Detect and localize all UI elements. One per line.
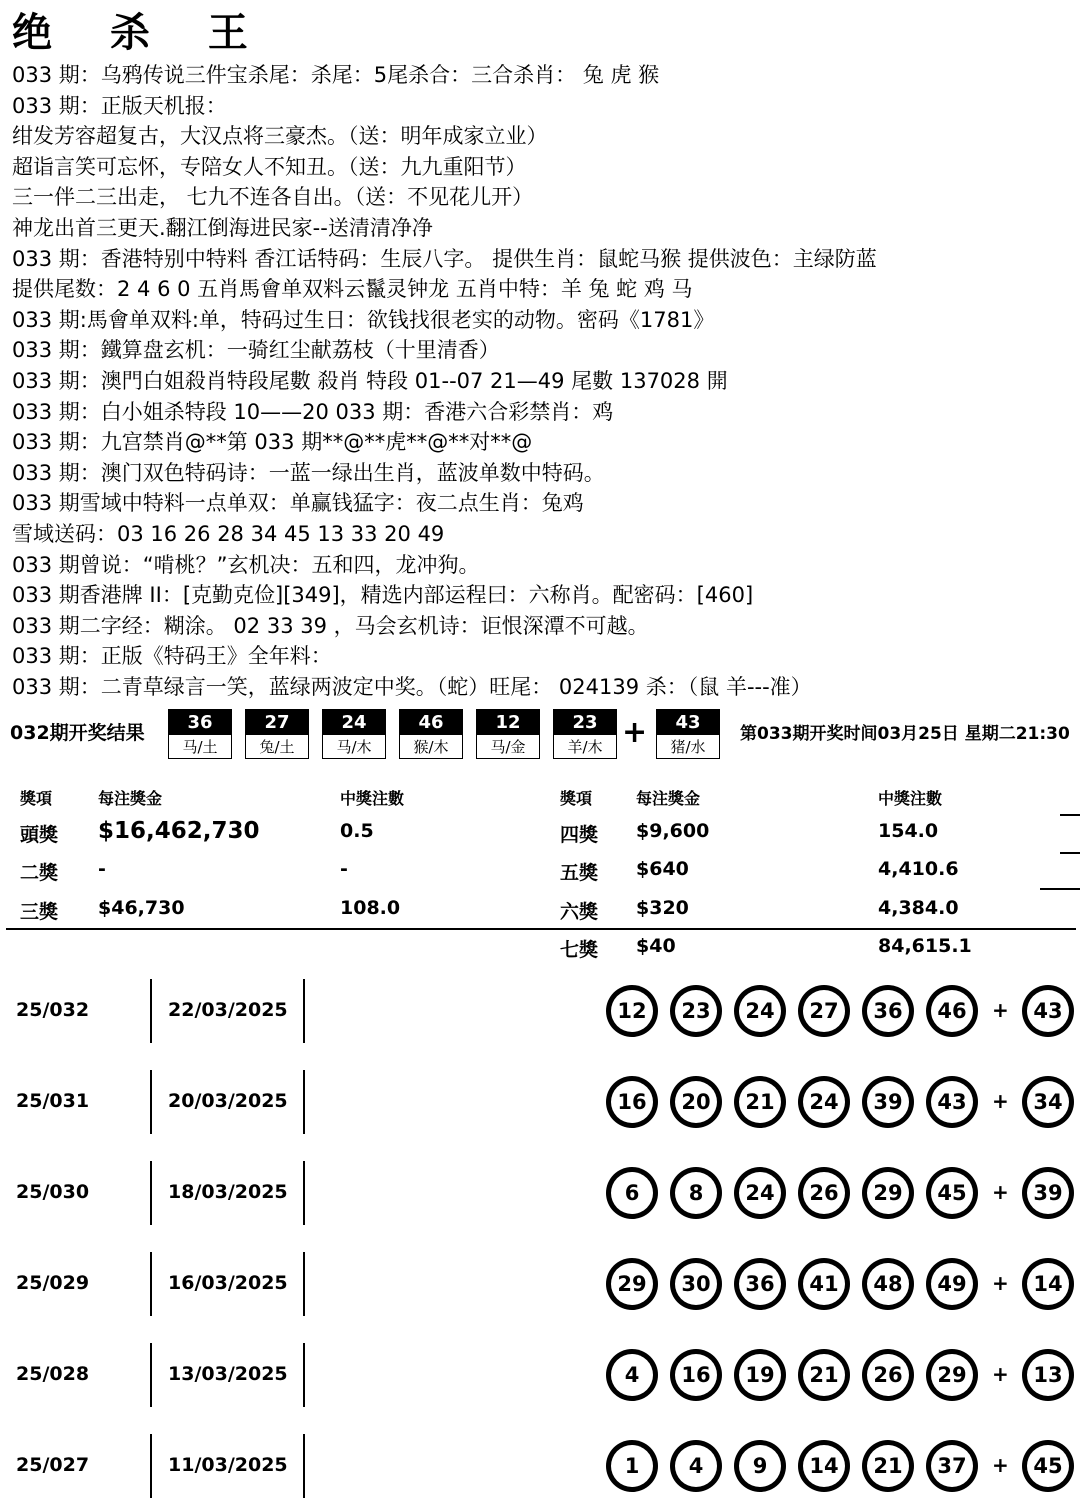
draw-ball: [734, 1349, 786, 1401]
column-divider: [150, 1343, 152, 1407]
draw-ball: [862, 1440, 914, 1492]
plus-sign: +: [992, 998, 1009, 1022]
result-ball: [168, 709, 232, 759]
draw-ball: [734, 1167, 786, 1219]
prediction-line: 033 期：白小姐杀特段 10——20 033 期：香港六合彩禁肖：鸡: [12, 399, 614, 424]
draw-number: 25/027: [16, 1454, 90, 1476]
draw-ball-number: 21: [803, 1354, 845, 1396]
draw-ball-number: 30: [675, 1263, 717, 1305]
ball-zodiac: 羊/木: [567, 738, 603, 756]
draw-ball-number: 16: [675, 1354, 717, 1396]
table-divider: [6, 928, 1076, 930]
draw-number: 25/029: [16, 1272, 90, 1294]
draw-ball: [734, 985, 786, 1037]
edge-tick: [1060, 852, 1080, 854]
special-ball: [656, 709, 720, 759]
draw-ball-number: 36: [867, 990, 909, 1032]
draw-ball: [798, 1440, 850, 1492]
prize-amount: $46,730: [98, 897, 185, 919]
header-count-right: 中獎注數: [878, 789, 943, 808]
draw-ball-number: 12: [611, 990, 653, 1032]
draw-number: 25/031: [16, 1090, 90, 1112]
column-divider: [303, 1070, 305, 1134]
draw-special-number: 39: [1027, 1172, 1069, 1214]
prize-amount: $16,462,730: [98, 818, 260, 844]
result-ball: [476, 709, 540, 759]
column-divider: [303, 1434, 305, 1498]
prediction-line: 超诣言笑可忘怀，专陪女人不知丑。（送：九九重阳节）: [12, 154, 527, 179]
draw-ball-number: 4: [675, 1445, 717, 1487]
prediction-line: 033 期：鐵算盘玄机：一骑红尘献荔枝（十里清香）: [12, 338, 500, 363]
draw-ball: [862, 1349, 914, 1401]
draw-ball-number: 16: [611, 1081, 653, 1123]
plus-sign: +: [992, 1362, 1009, 1386]
draw-ball: [798, 1167, 850, 1219]
draw-ball: [734, 1440, 786, 1492]
plus-sign: +: [992, 1180, 1009, 1204]
draw-special-ball: [1022, 1440, 1074, 1492]
ball-number: 43: [657, 710, 719, 735]
header-amount-right: 每注獎金: [636, 789, 701, 808]
edge-tick: [1060, 814, 1080, 816]
draw-ball: [734, 1258, 786, 1310]
ball-number: 24: [323, 710, 385, 735]
draw-ball-number: 26: [803, 1172, 845, 1214]
column-divider: [150, 1070, 152, 1134]
prize-amount: $320: [636, 897, 689, 919]
result-ball: [399, 709, 463, 759]
plus-sign: +: [992, 1453, 1009, 1477]
draw-date: 18/03/2025: [168, 1181, 288, 1203]
draw-date: 16/03/2025: [168, 1272, 288, 1294]
prediction-text-block: [12, 60, 1072, 702]
prediction-line: 033 期：香港特别中特料 香江话特码：生辰八字。 提供生肖：鼠蛇马猴 提供波色：主绿防蓝: [12, 246, 877, 271]
draw-ball-number: 26: [867, 1354, 909, 1396]
draw-row: [0, 965, 1080, 1055]
prediction-line: 033 期：澳门双色特码诗：一蓝一绿出生肖，蓝波单数中特码。: [12, 460, 605, 485]
ball-zodiac: 兔/土: [259, 738, 295, 756]
draw-ball: [862, 1076, 914, 1128]
draw-ball: [670, 1349, 722, 1401]
result-ball: [553, 709, 617, 759]
draw-ball: [926, 1440, 978, 1492]
prediction-line: 033 期香港牌 II：[克勤克俭][349]，精选内部运程曰：六称肖。配密码：[460]: [12, 583, 754, 608]
draw-ball-number: 8: [675, 1172, 717, 1214]
draw-date: 20/03/2025: [168, 1090, 288, 1112]
draw-ball-number: 23: [675, 990, 717, 1032]
draw-ball-number: 29: [867, 1172, 909, 1214]
draw-ball-number: 29: [611, 1263, 653, 1305]
ball-zodiac: 马/土: [182, 738, 218, 756]
draw-number: 25/032: [16, 999, 90, 1021]
draw-special-ball: [1022, 1076, 1074, 1128]
draw-ball-number: 39: [867, 1081, 909, 1123]
prediction-line: 雪域送码：03 16 26 28 34 45 13 33 20 49: [12, 521, 445, 546]
draw-ball-number: 37: [931, 1445, 973, 1487]
prediction-line: 033 期：九宫禁肖@**第 033 期**@**虎**@**对**@: [12, 430, 533, 455]
draw-ball-number: 43: [931, 1081, 973, 1123]
prize-count: 0.5: [340, 820, 374, 842]
draw-ball: [606, 985, 658, 1037]
draw-ball: [798, 1076, 850, 1128]
draw-special-number: 34: [1027, 1081, 1069, 1123]
draw-ball: [670, 1076, 722, 1128]
draw-ball: [606, 1349, 658, 1401]
ball-number: 46: [400, 710, 462, 735]
plus-sign: +: [622, 715, 648, 750]
result-ball: [322, 709, 386, 759]
draw-special-number: 43: [1027, 990, 1069, 1032]
prize-name: 七獎: [560, 939, 599, 961]
draw-ball-number: 29: [931, 1354, 973, 1396]
prize-table: [0, 772, 1080, 972]
draw-ball-number: 21: [867, 1445, 909, 1487]
prize-count: 4,410.6: [878, 858, 959, 880]
draw-ball: [926, 1349, 978, 1401]
draw-ball: [926, 1258, 978, 1310]
prediction-line: 033 期曾说：“啃桃？”玄机决：五和四，龙冲狗。: [12, 552, 480, 577]
draw-row: [0, 1147, 1080, 1237]
draw-ball-number: 24: [803, 1081, 845, 1123]
column-divider: [150, 1252, 152, 1316]
plus-sign: +: [992, 1089, 1009, 1113]
draw-ball: [926, 1167, 978, 1219]
ball-number: 36: [169, 710, 231, 735]
prize-amount: -: [98, 858, 106, 880]
prize-count: -: [340, 858, 348, 880]
prediction-line: 033 期二字经：糊涂。 02 33 39 ，马会玄机诗：讵恨深潭不可越。: [12, 613, 649, 638]
prediction-line: 绀发芳容超复古，大汉点将三豪杰。（送：明年成家立业）: [12, 124, 548, 149]
header-count: 中獎注數: [340, 789, 405, 808]
prediction-line: 提供尾数：2 4 6 0 五肖馬會单双料云鬣灵钟龙 五肖中特：羊 兔 蛇 鸡 马: [12, 277, 693, 302]
draw-ball: [670, 985, 722, 1037]
prize-count: 84,615.1: [878, 935, 972, 957]
draw-ball: [606, 1258, 658, 1310]
draw-ball-number: 49: [931, 1263, 973, 1305]
edge-tick: [1040, 888, 1080, 890]
column-divider: [303, 979, 305, 1043]
draw-ball: [798, 1258, 850, 1310]
prediction-line: 033 期：澳門白姐殺肖特段尾數 殺肖 特段 01--07 21—49 尾數 137028 開: [12, 368, 728, 393]
draw-ball: [606, 1167, 658, 1219]
prize-name: 三獎: [20, 901, 59, 923]
draw-ball-number: 24: [739, 990, 781, 1032]
prediction-line: 033 期：乌鸦传说三件宝杀尾：杀尾：5尾杀合：三合杀肖： 兔 虎 猴: [12, 63, 660, 87]
ball-zodiac: 马/金: [490, 738, 526, 756]
ball-zodiac: 猴/木: [413, 738, 449, 756]
ball-number: 12: [477, 710, 539, 735]
prize-count: 4,384.0: [878, 897, 959, 919]
draw-ball: [670, 1258, 722, 1310]
draw-row: [0, 1238, 1080, 1328]
column-divider: [150, 1434, 152, 1498]
draw-row: [0, 1056, 1080, 1146]
draw-ball-number: 45: [931, 1172, 973, 1214]
result-ball: [245, 709, 309, 759]
draw-ball: [606, 1440, 658, 1492]
prize-name: 二獎: [20, 862, 59, 884]
draw-date: 11/03/2025: [168, 1454, 288, 1476]
column-divider: [303, 1161, 305, 1225]
header-item: 獎項: [20, 789, 53, 808]
draw-ball-number: 6: [611, 1172, 653, 1214]
result-label: 032期开奖结果: [10, 722, 145, 744]
column-divider: [150, 1161, 152, 1225]
draw-number: 25/028: [16, 1363, 90, 1385]
prize-count: 154.0: [878, 820, 939, 842]
draw-ball: [670, 1167, 722, 1219]
draw-ball: [670, 1440, 722, 1492]
draw-ball-number: 41: [803, 1263, 845, 1305]
draw-number: 25/030: [16, 1181, 90, 1203]
draw-ball-number: 19: [739, 1354, 781, 1396]
prize-amount: $40: [636, 935, 676, 957]
prize-name: 四獎: [560, 824, 599, 846]
next-draw-time: 第033期开奖时间03月25日 星期二21:30: [740, 724, 1070, 744]
header-amount: 每注獎金: [98, 789, 163, 808]
column-divider: [150, 979, 152, 1043]
last-draw-result-bar: [0, 705, 1080, 763]
draw-date: 13/03/2025: [168, 1363, 288, 1385]
plus-sign: +: [992, 1271, 1009, 1295]
ball-number: 23: [554, 710, 616, 735]
draw-ball-number: 4: [611, 1354, 653, 1396]
prediction-line: 033 期：二青草绿言一笑，蓝绿两波定中奖。（蛇）旺尾： 024139 杀：（鼠 羊---准）: [12, 674, 812, 699]
draw-ball-number: 9: [739, 1445, 781, 1487]
draw-ball-number: 14: [803, 1445, 845, 1487]
draw-ball-number: 21: [739, 1081, 781, 1123]
draw-special-number: 14: [1027, 1263, 1069, 1305]
draw-special-number: 45: [1027, 1445, 1069, 1487]
prize-name: 五獎: [560, 862, 599, 884]
prize-amount: $9,600: [636, 820, 710, 842]
column-divider: [303, 1343, 305, 1407]
draw-row: [0, 1329, 1080, 1419]
draw-row: [0, 1420, 1080, 1510]
draw-special-number: 13: [1027, 1354, 1069, 1396]
draw-ball: [798, 1349, 850, 1401]
prediction-line: 033 期雪域中特料一点单双：单赢钱猛字：夜二点生肖：兔鸡: [12, 491, 584, 516]
draw-ball-number: 20: [675, 1081, 717, 1123]
prediction-line: 033 期：正版《特码王》全年料：: [12, 644, 332, 669]
draw-ball-number: 48: [867, 1263, 909, 1305]
prediction-line: 033 期：正版天机报：: [12, 93, 227, 118]
draw-ball: [926, 985, 978, 1037]
prediction-line: 033 期:馬會单双料:单，特码过生日：欲钱找很老实的动物。密码《1781》: [12, 307, 715, 332]
ball-zodiac: 马/木: [336, 738, 372, 756]
draw-ball: [862, 1258, 914, 1310]
ball-number: 27: [246, 710, 308, 735]
ball-zodiac: 猪/水: [670, 738, 706, 756]
draw-date: 22/03/2025: [168, 999, 288, 1021]
draw-special-ball: [1022, 985, 1074, 1037]
draw-ball: [862, 1167, 914, 1219]
prediction-line: 神龙出首三更天.翻江倒海进民家--送清清净净: [12, 215, 433, 240]
draw-special-ball: [1022, 1167, 1074, 1219]
draw-ball-number: 1: [611, 1445, 653, 1487]
prize-name: 六獎: [560, 901, 599, 923]
prediction-line: 三一伴二三出走， 七九不连各自出。（送：不见花儿开）: [12, 185, 534, 210]
column-divider: [303, 1252, 305, 1316]
draw-ball: [862, 985, 914, 1037]
draw-ball: [926, 1076, 978, 1128]
draw-ball-number: 27: [803, 990, 845, 1032]
draw-special-ball: [1022, 1349, 1074, 1401]
prize-name: 頭獎: [20, 824, 59, 846]
prize-count: 108.0: [340, 897, 401, 919]
prize-amount: $640: [636, 858, 689, 880]
draw-ball: [606, 1076, 658, 1128]
page-title: 绝 杀 王: [12, 9, 270, 56]
draw-ball-number: 46: [931, 990, 973, 1032]
header-item-right: 獎項: [560, 789, 593, 808]
draw-ball-number: 36: [739, 1263, 781, 1305]
draw-ball-number: 24: [739, 1172, 781, 1214]
draw-ball: [734, 1076, 786, 1128]
draw-special-ball: [1022, 1258, 1074, 1310]
draw-ball: [798, 985, 850, 1037]
